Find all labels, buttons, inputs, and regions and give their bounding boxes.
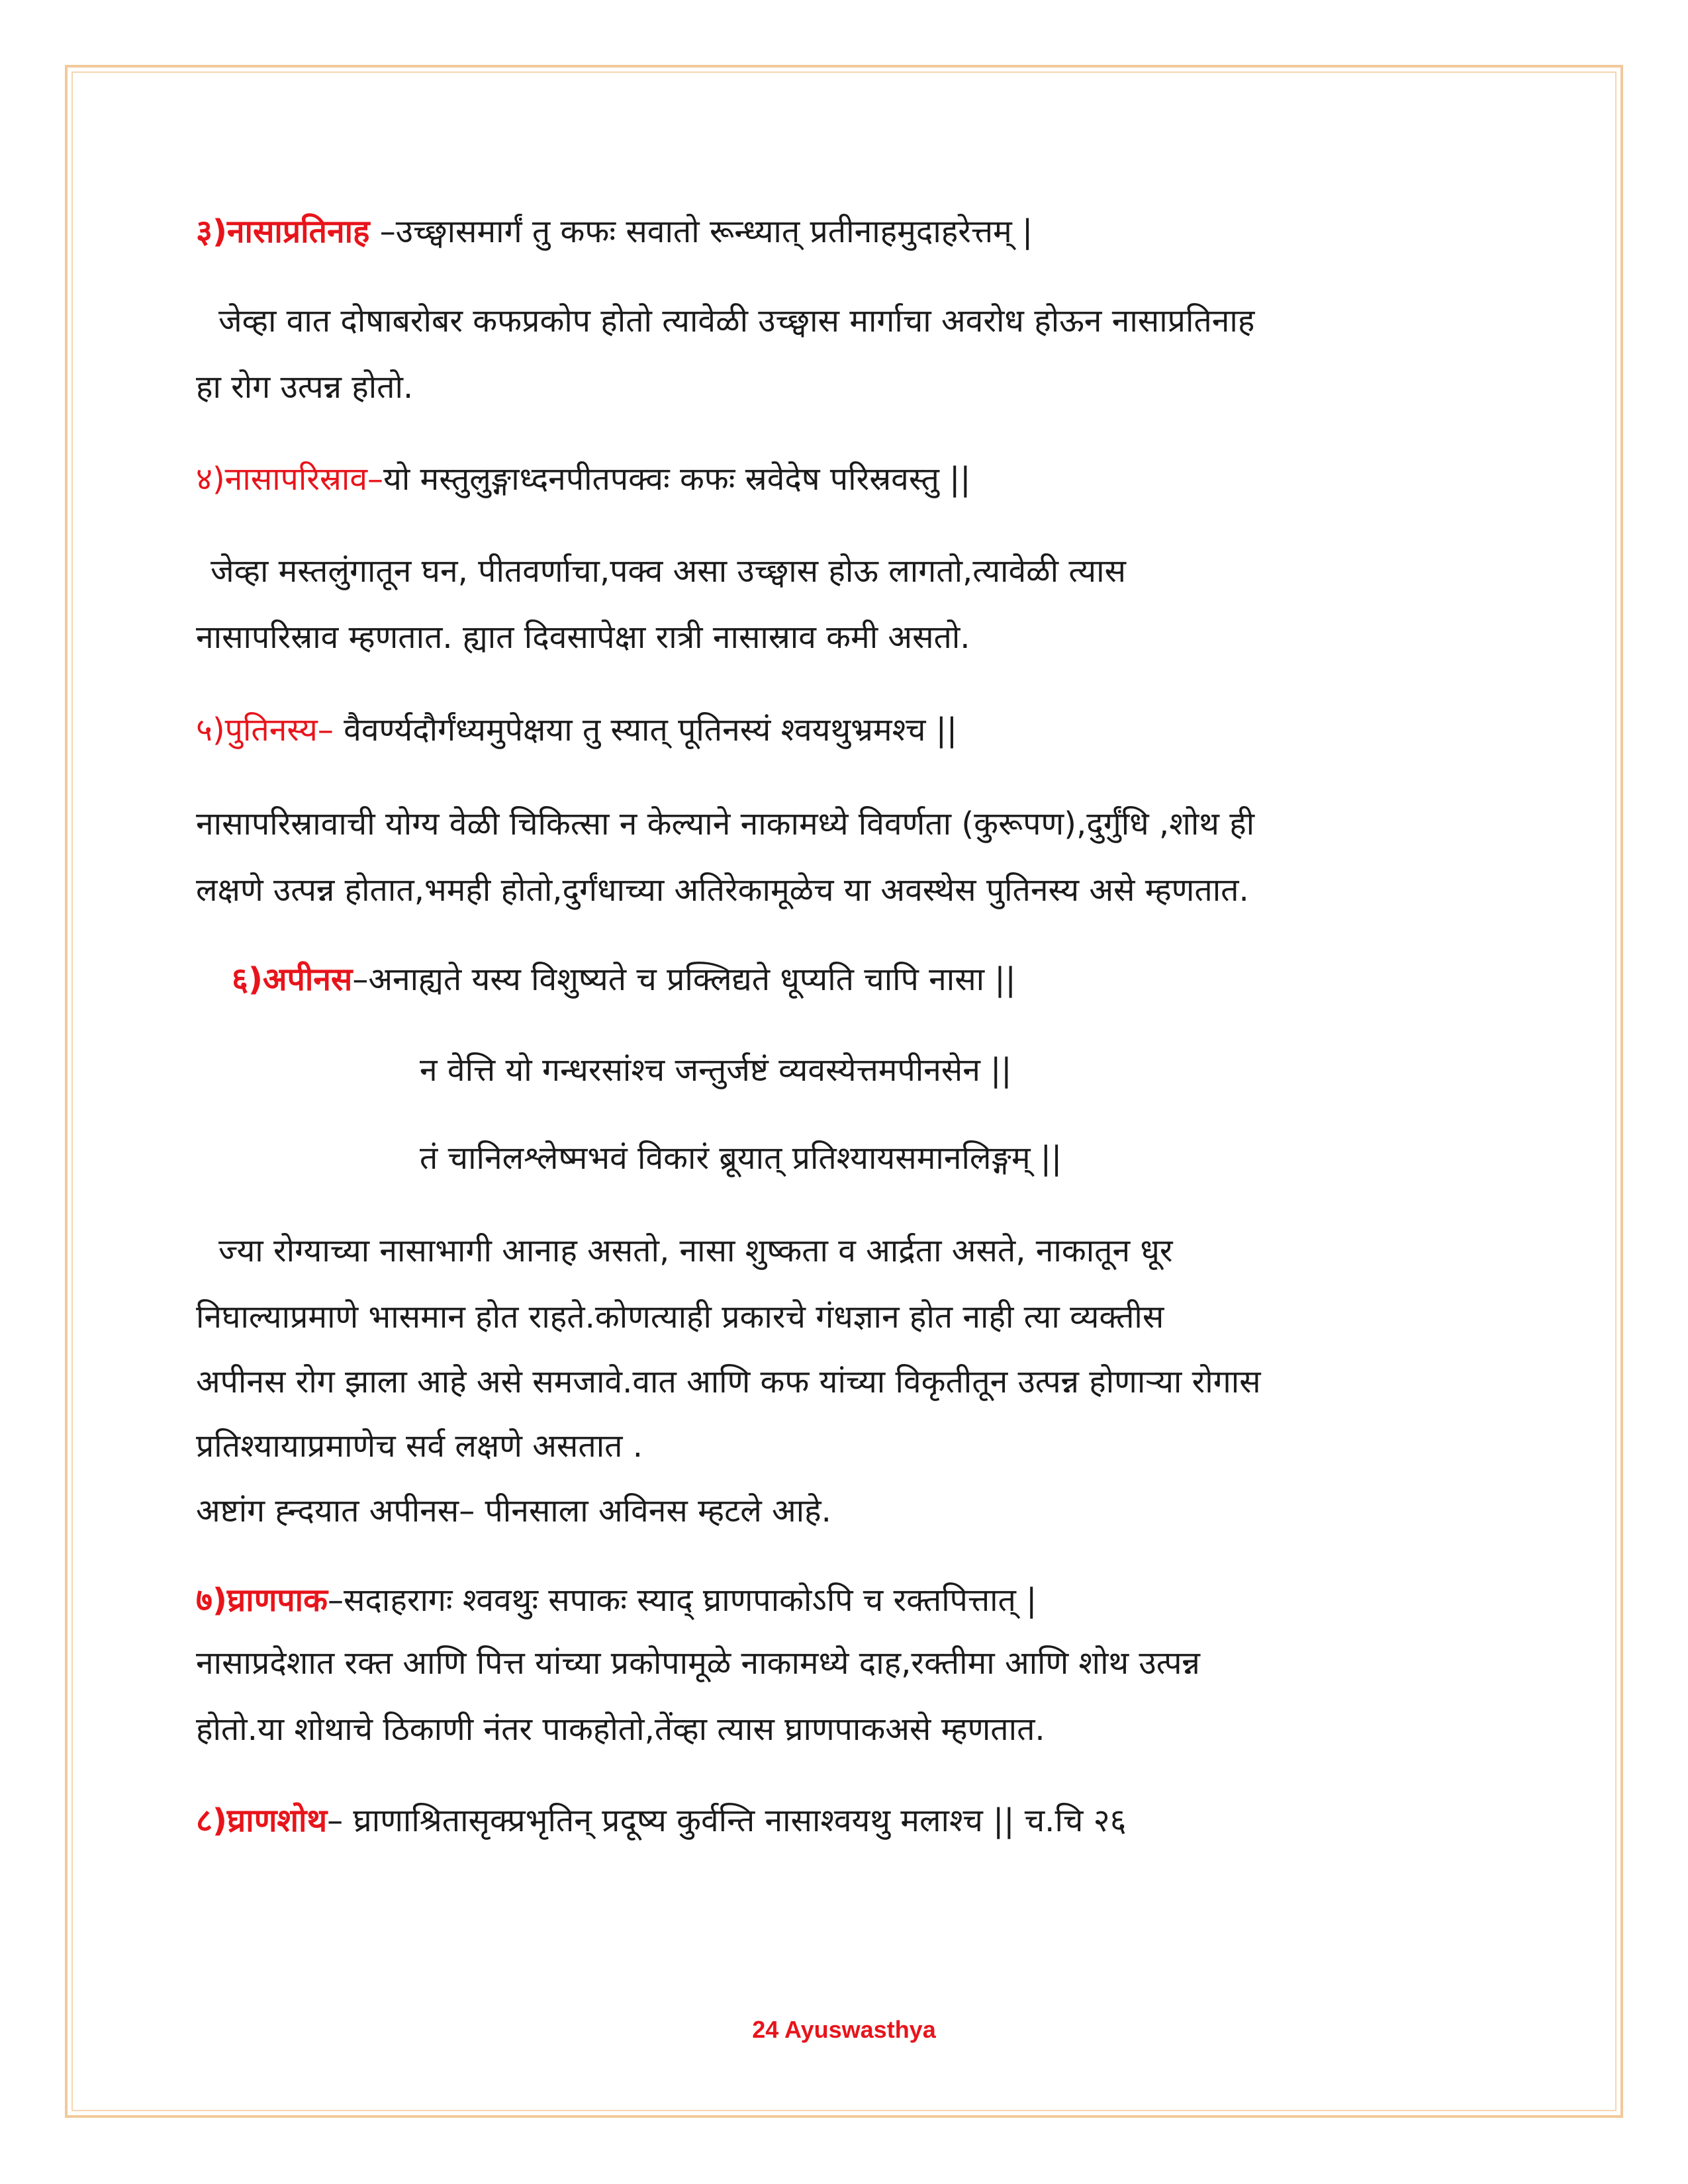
section-3-heading: ३)नासाप्रतिनाह <box>196 213 370 250</box>
section-6-verse-line-3: तं चानिलश्लेष्मभवं विकारं ब्रूयात् प्रतिश्यायसमानलिङ्गम् || <box>420 1140 1062 1177</box>
section-6-desc-line-5: अष्टांग ह्न्दयात अपीनस– पीनसाला अविनस म्हटले आहे. <box>196 1492 831 1529</box>
section-6-verse-line-2: न वेत्ति यो गन्धरसांश्च जन्तुर्जष्टं व्यवस्येत्तमपीनसेन || <box>420 1052 1012 1089</box>
section-8-heading-line <box>196 1801 1127 1841</box>
section-7-desc-line-2: होतो.या शोथाचे ठिकाणी नंतर पाकहोतो,तेंव्हा त्यास घ्राणपाकअसे म्हणतात. <box>196 1711 1045 1748</box>
page-footer: 24 Ayuswasthya <box>752 2016 936 2043</box>
section-4-heading-line <box>196 459 970 499</box>
section-5-desc-line-1: नासापरिस्रावाची योग्य वेळी चिकित्सा न केल्याने नाकामध्ये विवर्णता (कुरूपण),दुर्गुंधि ,शोथ ही <box>196 805 1255 842</box>
section-4-desc-line-2: नासापरिस्राव म्हणतात. ह्यात दिवसापेक्षा रात्री नासास्राव कमी असतो. <box>196 619 970 656</box>
section-6-desc-line-2: निघाल्याप्रमाणे भासमान होत राहते.कोणत्याही प्रकारचे गंधज्ञान होत नाही त्या व्यक्तीस <box>196 1298 1164 1336</box>
section-8-verse: – घ्राणाश्रितासृक्प्रभृतिन् प्रदूष्य कुर्वन्ति नासाश्वयथु मलाश्च || च.चि २६ <box>327 1802 1127 1839</box>
section-7-heading: ७)घ्राणपाक <box>196 1582 328 1619</box>
section-3-heading-line <box>196 212 1033 251</box>
section-6-desc-line-3: अपीनस रोग झाला आहे असे समजावे.वात आणि कफ यांच्या विकृतीतून उत्पन्न होणाऱ्या रोगास <box>196 1363 1261 1400</box>
section-4-desc-line-1: जेव्हा मस्तलुंगातून घन, पीतवर्णाचा,पक्व असा उच्छ्वास होऊ लागतो,त्यावेळी त्यास <box>211 553 1126 590</box>
section-3-desc-line-2: हा रोग उत्पन्न होतो. <box>196 369 414 406</box>
section-7-desc-line-1: नासाप्रदेशात रक्त आणि पित्त यांच्या प्रकोपामूळे नाकामध्ये दाह,रक्तीमा आणि शोथ उत्पन्न <box>196 1645 1200 1682</box>
section-6-verse: –अनाह्यते यस्य विशुष्यते च प्रक्लिद्यते धूप्यति चापि नासा || <box>352 961 1016 998</box>
section-5-heading: ५)पुतिनस्य– <box>196 711 334 749</box>
section-3-verse: –उच्छ्वासमार्गं तु कफः सवातो रून्ध्यात् प्रतीनाहमुदाहरेत्तम् | <box>369 213 1033 250</box>
section-7-heading-line <box>196 1580 1037 1620</box>
section-8-heading: ८)घ्राणशोथ <box>196 1802 328 1839</box>
section-6-heading-line <box>232 960 1016 999</box>
section-4-heading: ४)नासापरिस्राव– <box>196 461 384 498</box>
section-5-heading-line <box>196 710 957 750</box>
section-5-desc-line-2: लक्षणे उत्पन्न होतात,भमही होतो,दुर्गंधाच्या अतिरेकामूळेच या अवस्थेस पुतिनस्य असे म्हणतात. <box>196 872 1249 909</box>
section-4-verse: यो मस्तुलुङ्गाध्दनपीतपक्वः कफः स्रवेदेष परिस्रवस्तु || <box>383 461 971 498</box>
section-6-heading: ६)अपीनस <box>232 961 353 998</box>
section-3-desc-line-1: जेव्हा वात दोषाबरोबर कफप्रकोप होतो त्यावेळी उच्छ्वास मार्गाचा अवरोध होऊन नासाप्रतिनाह <box>218 302 1255 340</box>
section-5-verse: वैवर्ण्यदौर्गंध्यमुपेक्षया तु स्यात् पूतिनस्यं श्वयथुभ्रमश्च || <box>333 711 958 749</box>
section-7-verse: –सदाहरागः श्ववथुः सपाकः स्याद् घ्राणपाकोऽपि च रक्तपित्तात् | <box>327 1582 1037 1619</box>
section-6-desc-line-4: प्रतिश्यायाप्रमाणेच सर्व लक्षणे असतात . <box>196 1428 643 1465</box>
section-6-desc-line-1: ज्या रोग्याच्या नासाभागी आनाह असतो, नासा शुष्कता व आर्द्रता असते, नाकातून धूर <box>218 1232 1173 1269</box>
